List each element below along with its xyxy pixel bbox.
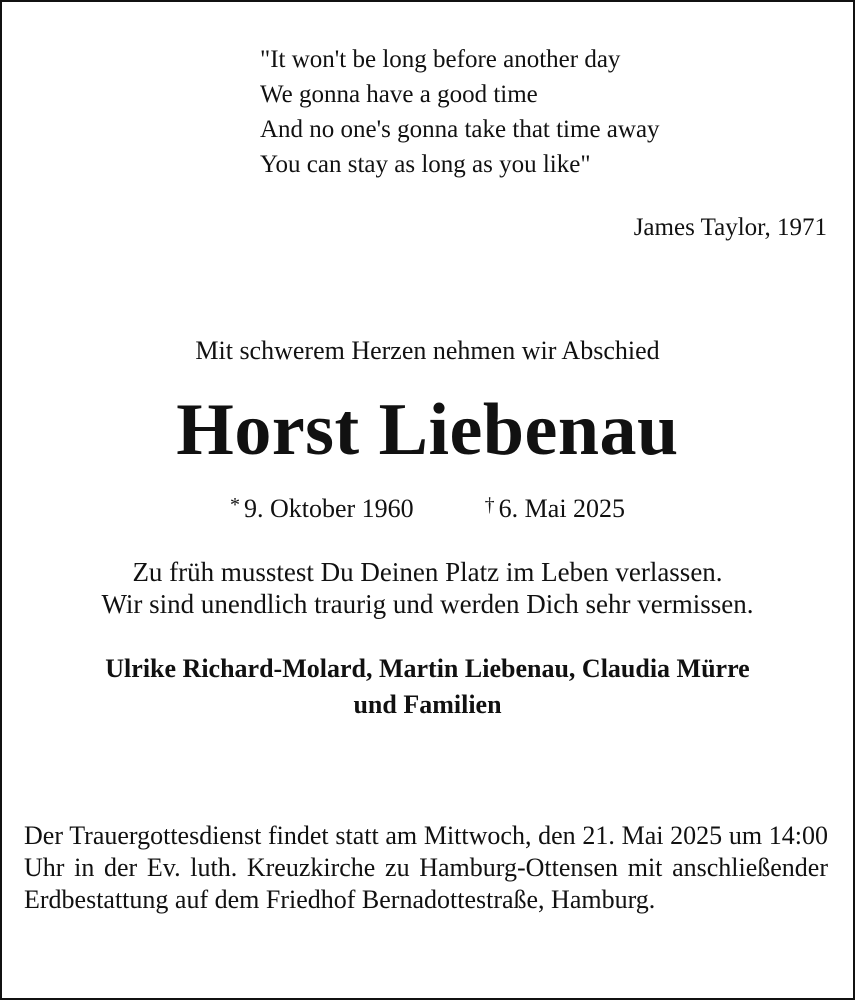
quote-line: You can stay as long as you like" [260,151,591,178]
birth-date: 9. Oktober 1960 [243,494,414,523]
death-date-group [485,487,625,527]
lament-line: Wir sind unendlich traurig und werden Dich sehr vermissen. [101,589,754,619]
death-date: 6. Mai 2025 [498,494,626,523]
quote-line: We gonna have a good time [260,81,538,108]
birth-star-icon: * [229,494,240,516]
quote-line: "It won't be long before another day [260,46,621,73]
funeral-service-info: Der Trauergottesdienst findet statt am Mittwoch, den 21. Mai 2025 um 14:00 Uhr in der Ev. luth. Kreuzkirche zu Hamburg-Ottensen mit anschließender Erdbestattung auf dem Friedhof Bernadottestraße, Hamburg. [24,821,828,914]
deceased-name: Horst Liebenau [176,389,679,471]
lament-line: Zu früh musstest Du Deinen Platz im Leben verlassen. [132,557,723,587]
mourners-line: Ulrike Richard-Molard, Martin Liebenau, Claudia Mürre [105,654,750,683]
quote-line: And no one's gonna take that time away [260,116,660,143]
death-cross-icon: † [484,494,495,516]
birth-date-group [230,487,414,527]
lament-text [0,556,855,620]
farewell-intro: Mit schwerem Herzen nehmen wir Abschied [195,336,660,365]
quote-author: James Taylor, 1971 [633,214,827,241]
mourners-list [0,651,855,723]
lyrics-quote [260,42,660,182]
mourners-line: und Familien [353,690,502,719]
life-dates [0,487,855,527]
